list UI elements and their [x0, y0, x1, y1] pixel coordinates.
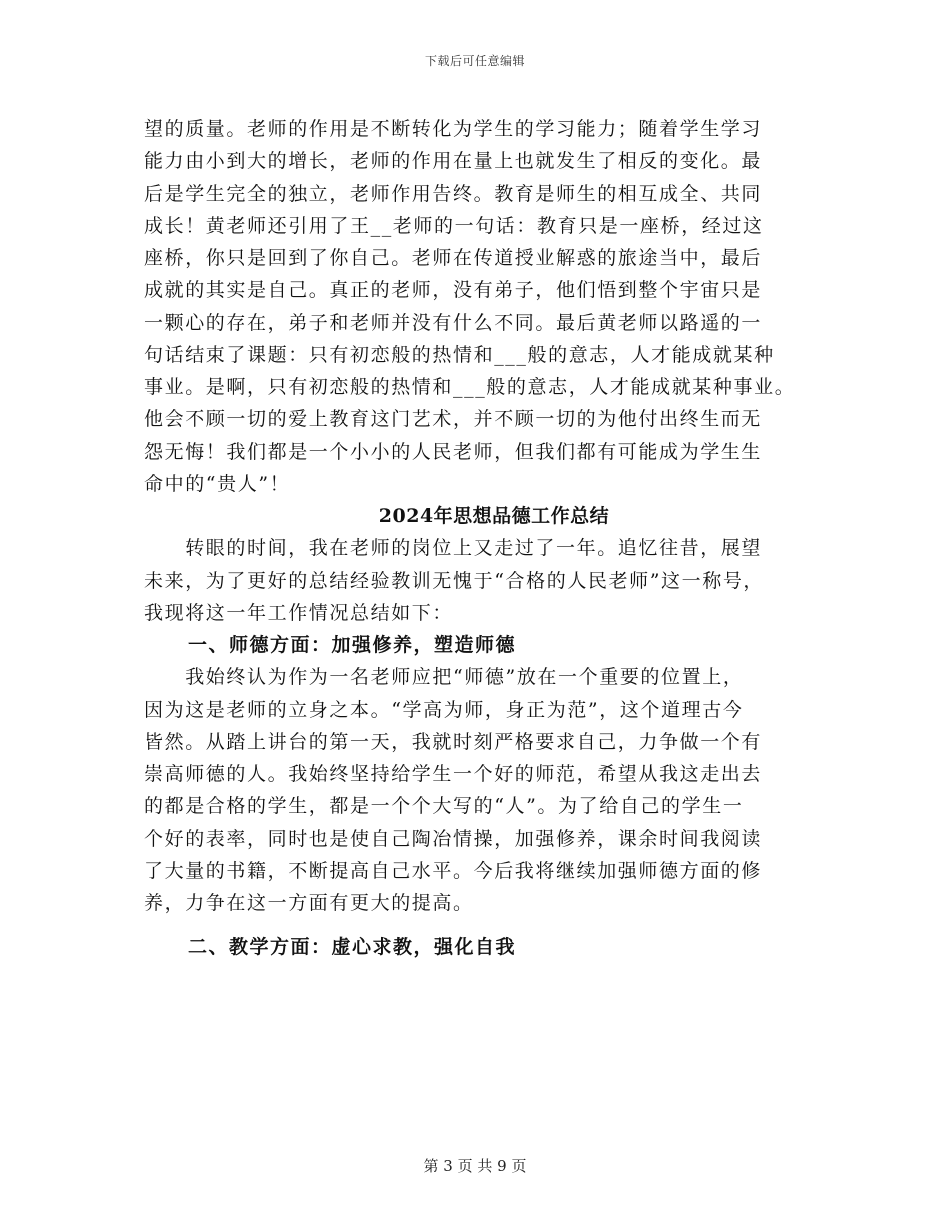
paragraph-line: 能力由小到大的增长，老师的作用在量上也就发生了相反的变化。最	[144, 150, 763, 173]
paragraph-line: 座桥，你只是回到了你自己。老师在传道授业解惑的旅途当中，最后	[144, 247, 763, 269]
intro-line: 我现将这一年工作情况总结如下：	[144, 601, 454, 624]
section1-line: 了大量的书籍，不断提高自己水平。今后我将继续加强师德方面的修	[144, 859, 763, 882]
section1-line: 个好的表率，同时也是使自己陶冶情操，加强修养，课余时间我阅读	[144, 827, 763, 850]
page-header-note: 下载后可任意编辑	[424, 54, 525, 68]
section-heading-teaching: 二、教学方面：虚心求教，强化自我	[188, 936, 517, 959]
section-heading-teacher-ethics: 一、师德方面：加强修养，塑造师德	[188, 634, 517, 656]
paragraph-line: 句话结束了课题：只有初恋般的热情和___般的意志，人才能成就某种	[144, 343, 775, 366]
section1-line: 崇高师德的人。我始终坚持给学生一个好的师范，希望从我这走出去	[144, 763, 763, 785]
paragraph-line: 命中的“贵人”！	[144, 472, 291, 495]
section1-line: 因为这是老师的立身之本。“学高为师，身正为范”，这个道理古今	[144, 698, 744, 721]
intro-line: 未来，为了更好的总结经验教训无愧于“合格的人民老师”这一称号，	[144, 569, 765, 592]
section1-line: 我始终认为作为一名老师应把“师德”放在一个重要的位置上，	[144, 666, 744, 689]
section1-line: 养，力争在这一方面有更大的提高。	[144, 892, 474, 914]
document-body	[144, 113, 824, 964]
paragraph-line: 望的质量。老师的作用是不断转化为学生的学习能力；随着学生学习	[144, 118, 763, 140]
paragraph-line: 他会不顾一切的爱上教育这门艺术，并不顾一切的为他付出终生而无	[144, 408, 763, 431]
spacer	[144, 919, 824, 931]
section1-line: 皆然。从踏上讲台的第一天，我就时刻严格要求自己，力争做一个有	[144, 730, 763, 753]
paragraph-line: 成长！黄老师还引用了王__老师的一句话：教育只是一座桥，经过这	[144, 214, 764, 237]
section1-line: 的都是合格的学生，都是一个个大写的“人”。为了给自己的学生一	[144, 795, 744, 818]
paragraph-line: 事业。是啊，只有初恋般的热情和___般的意志，人才能成就某种事业。	[144, 376, 796, 398]
page-number: 第 3 页 共 9 页	[423, 1157, 527, 1175]
paragraph-line: 后是学生完全的独立，老师作用告终。教育是师生的相互成全、共同	[144, 182, 763, 205]
intro-line: 转眼的时间，我在老师的岗位上又走过了一年。追忆往昔，展望	[144, 537, 763, 560]
document-title: 2024年思想品德工作总结	[378, 505, 610, 527]
paragraph-line: 一颗心的存在，弟子和老师并没有什么不同。最后黄老师以路遥的一	[144, 311, 763, 334]
paragraph-line: 成就的其实是自己。真正的老师，没有弟子，他们悟到整个宇宙只是	[144, 279, 763, 302]
paragraph-line: 怨无悔！我们都是一个小小的人民老师，但我们都有可能成为学生生	[144, 440, 763, 463]
